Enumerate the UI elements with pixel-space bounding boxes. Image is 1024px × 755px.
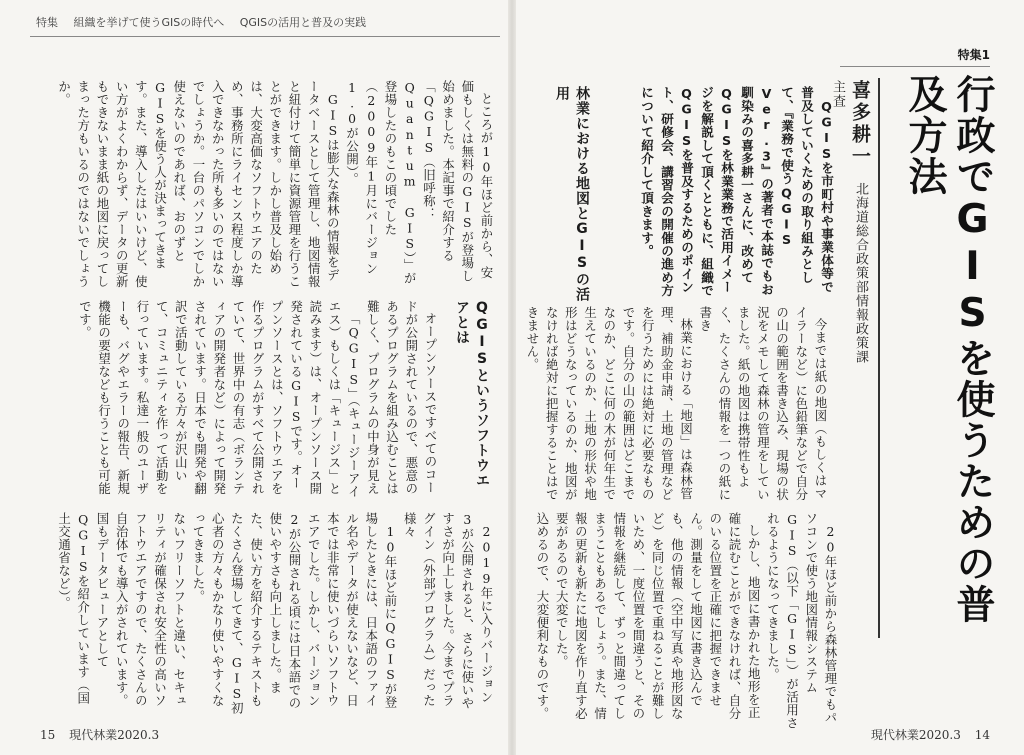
body-paragraph: 2019年に入りバージョン3が公開されると、さらに使いやすさが向上しました。今までプラグイン（外部プログラム）だった様々 <box>402 512 494 710</box>
author-name: 喜多耕一 <box>849 80 871 168</box>
body-paragraph: 今までは紙の地図（もしくはマイラーなど）に色鉛筆などで自分の山の範囲を書き込み、現場の状況をメモして森林の管理をしていました。紙の地図は携帯性もよく、たくさんの情報を一つの紙に書き <box>697 306 828 501</box>
lead-paragraph <box>628 86 836 306</box>
body-paragraph: 林業における「地図」は森林管理、補助金申請、土地の管理などを行うためには絶対に必要なものです。自分の山の範囲はどこまでなのか、どこに何の木が何年生で生えているのか、土地の形状や地形はどうなっているのか、地図がなければ絶対に把握することはできません。 <box>524 306 694 501</box>
article-title: 行政でGISを使うための普及方法 <box>902 74 995 625</box>
body-paragraph: 「QGIS」（キュージーアイエス）もしくは「キュージス」と読みます）は、オープンソース開発されているGISです。オープンソースとは、ソフトウエアを作るプログラムがすべて公開されていて、世界中の有志（ボランティアの開発者など）によって開発されています。日本でも開発や翻訳で活動している方々が沢山いて、コミュニティを作って活動を行っています。私達一般のユーザーも、バグやエラーの報告、新規機能の要望なども行うことも可能です。 <box>77 300 362 499</box>
body-paragraph: 20年ほど前から森林管理でもパソコンで使う地図情報システムGIS（以下「GIS」）が活用されるようになってきました。 <box>765 512 838 730</box>
body-column-right-lower <box>530 512 840 732</box>
section1-heading: 林業における地図とGISの活用 <box>554 86 590 302</box>
author-bar <box>878 78 880 638</box>
series-tag: 特集1 <box>957 48 990 62</box>
lead-text: QGISを市町村や事業体等で普及していくための取り組みとして、『業務で使うQGIS Ver.3』の著者で本誌でもお馴染みの喜多耕一さんに、改めてQGISを林業業務で活用イメージを解説して頂くとともに、組織でQGISを普及するためのポイント、研修会、講習会の開催の進め方について紹介して頂きます。 <box>639 86 834 298</box>
body-column-left-middle <box>40 300 440 500</box>
running-head <box>36 14 366 30</box>
author-block <box>830 80 874 370</box>
journal-name-right: 現代林業2020.3 <box>870 728 961 742</box>
running-head-label: 特集 <box>36 16 58 29</box>
page-number-right: 14 <box>974 728 990 742</box>
running-head-rule <box>30 36 500 37</box>
running-head-sub: QGISの活用と普及の実践 <box>239 16 367 29</box>
journal-name-left: 現代林業2020.3 <box>69 728 160 742</box>
body-column-left-lower <box>40 512 496 717</box>
body-column-right-upper <box>524 306 830 501</box>
title-rule <box>840 66 990 67</box>
page-gutter <box>508 0 516 755</box>
body-paragraph: 10年ほど前にQGISが登場したときには、日本語のファイル名やデータが使えないなど、日本では非常に使いづらいソフトウエアでした。しかし、バージョン2が公開される頃には日本語での使いやすさも向上しました。また、使い方を紹介するテキストもたくさん登場してきて、GIS初心者の方々もかなり使いやすくなってきました。 <box>190 512 398 715</box>
body-paragraph: 込めるので、大変便利なものです。 <box>534 512 550 720</box>
body-paragraph: GISは膨大な森林の情報をデータベースとして管理し、地図情報と紐付けて簡単に資源管理を行うことができます。しかし普及し始めは、大変高価なソフトウエアのため、事務所にライセンス程度しか導入できなかった所も多いのではないでしょうか。一台のパソコンでしか使えないのであれば、おのずとGISを使う人が決まってきます。また、導入したはいいけど、使い方がよくわからず、データの更新もできないまま紙の地図に戻ってしまった方もいるのではないでしょうか。 <box>56 80 341 288</box>
author-affiliation: 北海道総合政策部情報政策課主査 <box>830 80 868 364</box>
body-paragraph: しかし、地図に書かれた地形を正確に読むことができなければ、自分のいる位置を正確に把握できません。測量をして地図に書き込んでも、他の情報（空中写真や地形図など）を同じ位置で重ねることが難しいため、一度位置を間違うと、その情報を継続して、ずっと間違ってしまうこともあるでしょう。また、情報の更新も新たに地図を作り直す必要があるので大変でした。 <box>554 512 762 720</box>
page-number-left: 15 <box>40 728 56 742</box>
body-paragraph: オープンソースですべてのコードが公開されているので、悪意のあるプログラムを組み込むことは難しく、プログラムの中身が見え <box>365 300 438 495</box>
folio-left <box>30 726 159 743</box>
body-column-left-upper-right <box>56 80 496 292</box>
running-head-theme: 組織を挙げて使うGISの時代へ <box>73 16 225 29</box>
folio-right <box>871 726 1000 743</box>
body-paragraph: ところが10年ほど前から、安価もしくは無料のGISが登場し始めました。本記事で紹介する「QGIS（旧呼称：Quantum GIS）」が登場したのもこの頃でした（2009年1月にバージョン1.0が公開）。 <box>344 80 494 285</box>
body-paragraph: ないフリーソフトと違い、セキュリティが確保され安全性の高いソフトウエアですので、たくさんの自治体でも導入がされています。国もデータビューアとしてQGISを紹介しています（国土交通省など）。 <box>56 512 187 707</box>
section2-heading: QGISというソフトウエアとは <box>454 300 490 488</box>
